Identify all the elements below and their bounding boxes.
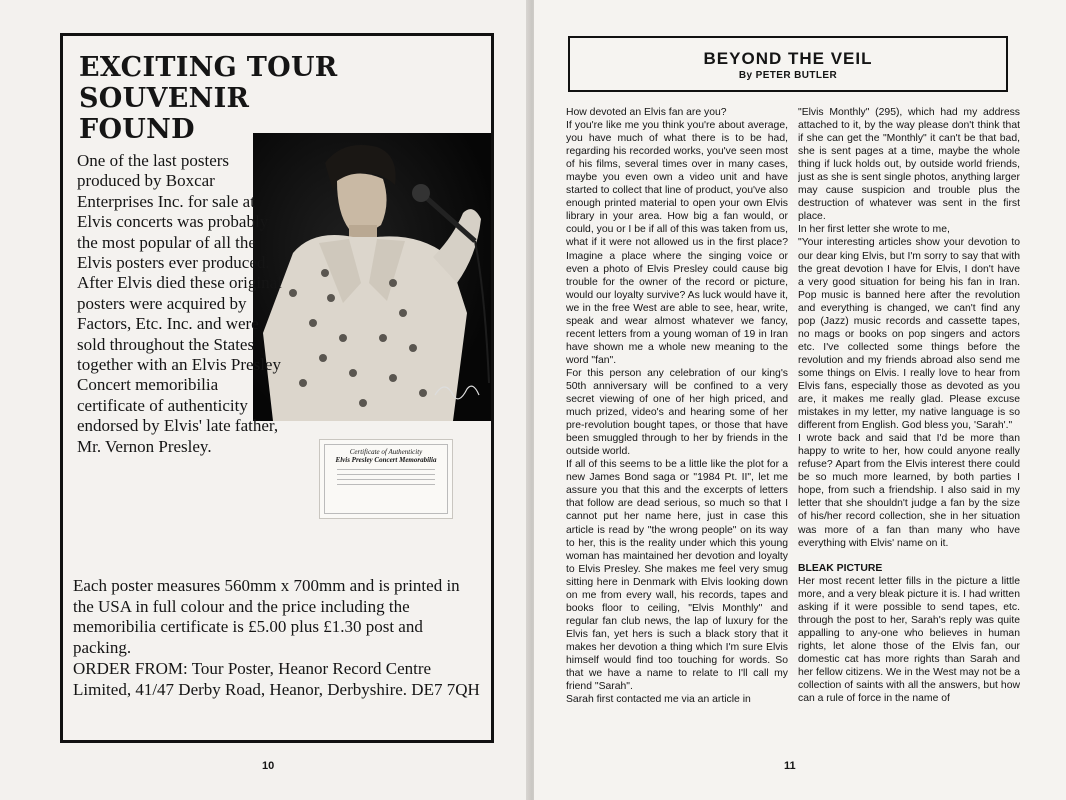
- elvis-concert-photo: [253, 133, 491, 421]
- ad-title: [79, 52, 379, 145]
- article-column-right: [798, 106, 1020, 754]
- certificate-title: Certificate of Authenticity: [349, 448, 423, 456]
- article-paragraph: For this person any celebration of our king's 50th anniversary will be confined to a very secret viewing of one of her high priced, and much prized, video's and hearing some of her pre-revolution bought tapes, or those that have been smuggled through to her by friends in the outside world.: [566, 367, 788, 458]
- article-title-box: [568, 36, 1008, 92]
- ad-price-text: Each poster measures 560mm x 700mm and is printed in the USA in full colour and the price including the memoribilia certificate is £5.00 plus £1.30 post and packing.: [73, 576, 460, 657]
- ad-title-line: EXCITING TOUR: [79, 52, 338, 83]
- article-byline: By PETER BUTLER: [738, 70, 838, 81]
- poster-advertisement: [60, 33, 494, 743]
- certificate-subtitle: Elvis Presley Concert Memorabilia: [335, 456, 437, 464]
- elvis-performer-illustration: [253, 133, 491, 421]
- article-paragraph: In her first letter she wrote to me,: [798, 224, 950, 236]
- certificate-border: [324, 444, 448, 514]
- article-subheading: BLEAK PICTURE: [798, 562, 883, 574]
- article-title: BEYOND THE VEIL: [703, 49, 873, 68]
- article-paragraph: Sarah first contacted me via an article in: [566, 694, 751, 706]
- article-paragraph: I wrote back and said that I'd be more than happy to write to her, how could anyone really refuse? Apart from the Elvis interest there could be so much more learned, by both parties I hope, from such a friendship. I also said in my letter that she shouldn't judge a fan by the size of his/her record collection, she in her situation was more of a fan than many who have everything with Elvis' name on it.: [798, 433, 1020, 549]
- article-paragraph: If all of this seems to be a little like the plot for a new James Bond saga or "1984 Pt. II", let me assure you that this and the excerpts of letters that follow are dead serious, so much so that I cannot put her name here, just in case this article is read by "the wrong people" on its way to her, this is the reality under which this young woman has maintained her devotion and loyalty to Elvis Presley. She makes me feel very smug sitting here in Denmark with Elvis looking down on me from every wall, his records, tapes and books floor to ceiling, "Elvis Monthly" and regular fan club news, the lap of luxury for the Elvis fan, yet hers is such a black story that it makes her devotion a thing which I'm sure Elvis himself would find too touching for words. So that we have a name to relate to I'll call my friend "Sarah".: [566, 459, 788, 693]
- article-paragraph: "Elvis Monthly" (295), which had my address attached to it, by the way please don't think that if she can get the "Monthly" it can't be that bad, she is sent pages at a time, maybe the whole thing if luck holds out, by outside world friends, just as she is sent single photos, anything larger may cause suspicion and trouble plus the destruction of whatever was sent in the first place.: [798, 107, 1020, 223]
- ad-title-line: FOUND: [79, 114, 195, 145]
- ad-title-line: SOUVENIR: [79, 83, 250, 114]
- article-column-left: [566, 106, 788, 754]
- article-paragraph: Her most recent letter fills in the picture a little more, and a very bleak picture it is. I had written asking if it were possible to send tapes, etc. through the post to her, Sarah's reply was quite appalling to any-one who believes in human rights, let alone those of the Elvis fan, our domestic cat has more rights than Sarah and her fellow citizens. We in the West may not be a collection of saints with all the answers, but how can a rule of force in the name of: [798, 575, 1020, 705]
- ad-description: One of the last posters produced by Boxcar Enterprises Inc. for sale at Elvis concerts was probably the most popular of all the Elvis posters ever produced. After Elvis died these original posters were acquired by Factors, Etc. Inc. and were sold throughout the States together with an Elvis Presley Concert memoribilia certificate of authenticity endorsed by Elvis' late father, Mr. Vernon Presley.: [77, 151, 282, 456]
- ad-order-text: ORDER FROM: Tour Poster, Heanor Record Centre Limited, 41/47 Derby Road, Heanor, Derbyshire. DE7 7QH: [73, 659, 480, 699]
- certificate-fine-print: [327, 469, 445, 485]
- article-paragraph: How devoted an Elvis fan are you?: [566, 107, 727, 118]
- certificate-of-authenticity: [319, 439, 453, 519]
- article-paragraph: If you're like me you think you're about average, you have much of what there is to be had, regarding his recorded works, you've seen most of his films, several times over in many cases, maybe you even own a video unit and have started to collect that line of product, you've also enough printed material to open your own Elvis library in your area. How big a fan would, or could, you or I be if all of this was taken from us, what if it were not allowed us in the first place? Imagine a place where the singing voice or even a photo of Elvis Presley could cause big trouble for the owner of the record or picture, would our loyalty survive? As luck would have it, we in the free West are able to see, hear, write, speak and wear almost whatever we fancy, recent letters from a young woman of 19 in Iran have shown me a whole new meaning to the word "fan".: [566, 120, 788, 366]
- page-number-left: 10: [262, 760, 275, 772]
- article-paragraph: "Your interesting articles show your devotion to our dear king Elvis, but I'm sorry to say that with the great devotion I have for Elvis, I don't have a very good situation for being his fan in Iran. Pop music is banned here after the revolution and everything is changed, we can't find any pop (Jazz) music records and cassette tapes, no mags or books on pop singers and actors etc. I've collected some things before the revolution and my friends abroad also send me some things on Elvis. I really love to hear from Elvis fans, especially those as devoted as you are, it makes me really glad. Please excuse mistakes in my letter, my native language is so different from English. God bless you, 'Sarah'.": [798, 237, 1020, 432]
- page-number-right: 11: [784, 760, 796, 772]
